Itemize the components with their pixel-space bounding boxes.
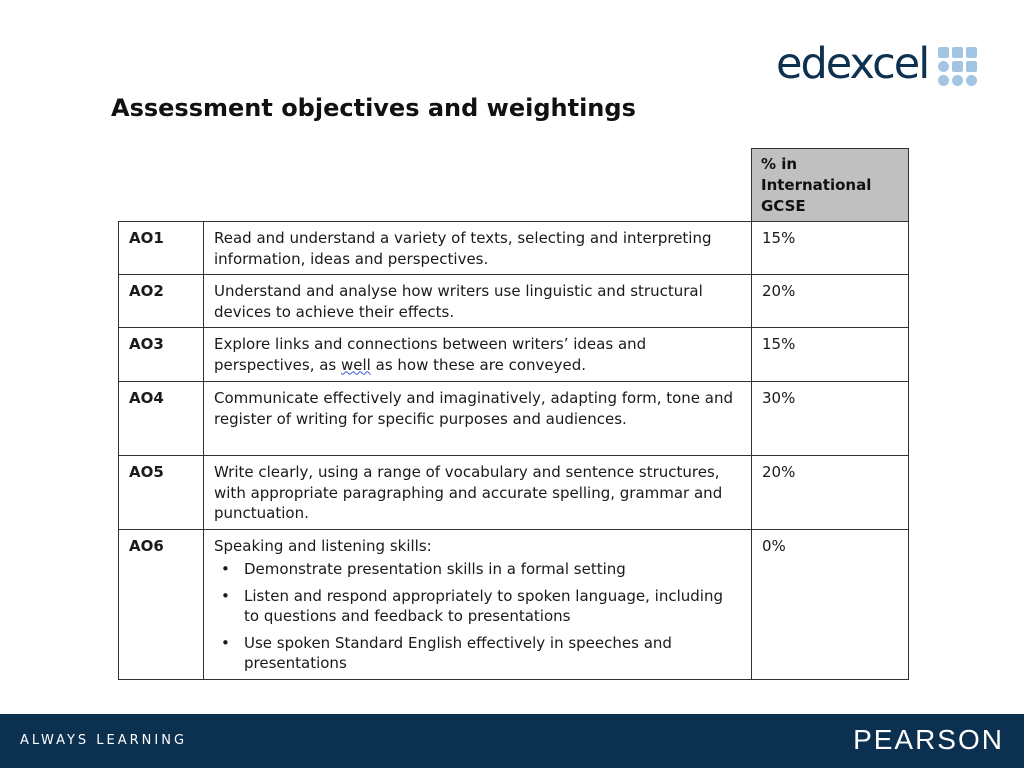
table-row (119, 275, 909, 328)
ao-description: Write clearly, using a range of vocabulary and sentence structures, with appropriate paragraphing and accurate spelling, grammar and punctuation. (204, 456, 752, 530)
ao-weighting: 15% (752, 222, 909, 275)
ao6-bullet-list (214, 559, 741, 674)
page-title: Assessment objectives and weightings (111, 94, 636, 122)
ao-weighting: 20% (752, 456, 909, 530)
table-row (119, 382, 909, 456)
edexcel-grid-icon (938, 47, 977, 86)
ao-code: AO3 (119, 328, 204, 382)
ao6-intro: Speaking and listening skills: (214, 536, 432, 555)
ao-weighting: 0% (752, 529, 909, 679)
ao-code: AO2 (119, 275, 204, 328)
list-item: • Demonstrate presentation skills in a formal setting (214, 559, 741, 580)
pearson-logo: PEARSON (853, 724, 1004, 755)
table-row (119, 222, 909, 275)
footer-tagline: ALWAYS LEARNING (20, 733, 188, 748)
percent-column-header: % in International GCSE (751, 148, 909, 222)
ao-weighting: 15% (752, 328, 909, 382)
edexcel-logo (776, 40, 977, 92)
ao-code: AO5 (119, 456, 204, 530)
footer-bar (0, 714, 1024, 768)
table-row (119, 529, 909, 679)
edexcel-wordmark: edexcel (776, 38, 929, 89)
list-item: • Listen and respond appropriately to spoken language, including to questions and feedback to presentations (214, 586, 741, 627)
ao-description: Read and understand a variety of texts, selecting and interpreting information, ideas and perspectives. (204, 222, 752, 275)
ao-code: AO4 (119, 382, 204, 456)
ao-description: Explore links and connections between writers’ ideas and perspectives, as well as how these are conveyed. (204, 328, 752, 382)
ao-description (204, 529, 752, 679)
ao-weighting: 30% (752, 382, 909, 456)
spellcheck-flagged-word: well (341, 355, 371, 374)
assessment-objectives-table (118, 221, 909, 680)
list-item: • Use spoken Standard English effectively in speeches and presentations (214, 633, 741, 674)
ao-description: Understand and analyse how writers use linguistic and structural devices to achieve their effects. (204, 275, 752, 328)
table-row (119, 456, 909, 530)
ao-code: AO1 (119, 222, 204, 275)
ao-description: Communicate effectively and imaginatively, adapting form, tone and register of writing for specific purposes and audiences. (204, 382, 752, 456)
ao-weighting: 20% (752, 275, 909, 328)
ao-code: AO6 (119, 529, 204, 679)
table-row (119, 328, 909, 382)
